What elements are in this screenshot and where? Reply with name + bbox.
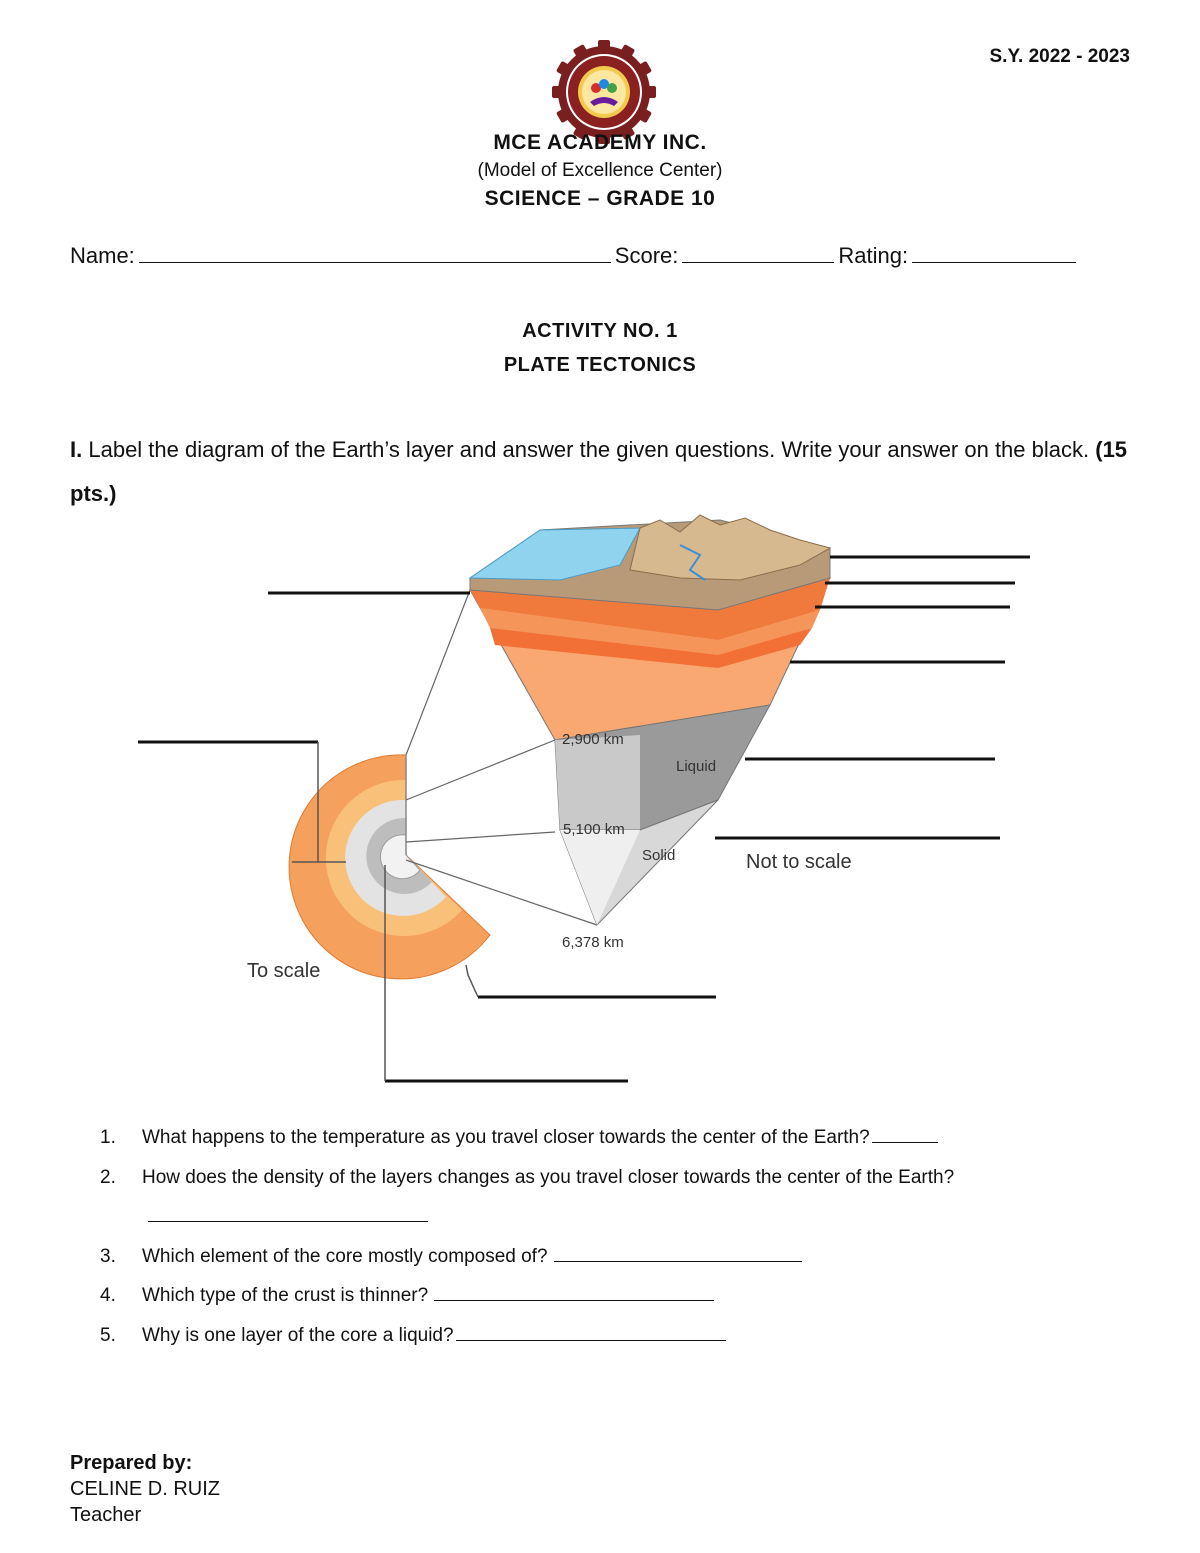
question-item: [100, 1276, 1140, 1316]
question-text: Which type of the crust is thinner?: [142, 1285, 429, 1306]
question-item: [100, 1118, 1140, 1158]
to-scale-label: To scale: [247, 960, 321, 982]
subject-title: SCIENCE – GRADE 10: [484, 187, 716, 210]
solid-label: Solid: [642, 847, 676, 864]
activity-number: ACTIVITY NO. 1: [522, 320, 678, 342]
school-year: S.Y. 2022 - 2023: [989, 46, 1130, 67]
question-item: [100, 1316, 1140, 1356]
question-item: [100, 1237, 1140, 1277]
question-number: 2.: [100, 1166, 116, 1188]
prepared-by-block: [70, 1450, 220, 1528]
question-item: [100, 1158, 1140, 1237]
depth-label-2900: 2,900 km: [562, 731, 624, 748]
name-label: Name:: [70, 243, 135, 268]
liquid-label: Liquid: [676, 758, 717, 775]
question-text: How does the density of the layers changes as you travel closer towards the center of the Earth?: [142, 1166, 955, 1188]
question-text: Which element of the core mostly composed of?: [142, 1245, 548, 1267]
school-name: MCE ACADEMY INC.: [493, 131, 707, 154]
student-info-line: [70, 243, 1130, 269]
depth-label-5100: 5,100 km: [563, 821, 625, 838]
question-number: 3.: [100, 1245, 116, 1267]
teacher-role: Teacher: [70, 1504, 142, 1526]
teacher-name: CELINE D. RUIZ: [70, 1478, 221, 1500]
name-field[interactable]: [139, 244, 611, 263]
question-text: Why is one layer of the core a liquid?: [142, 1324, 454, 1346]
answer-field-5[interactable]: [456, 1324, 726, 1341]
prepared-by-label: Prepared by:: [70, 1452, 193, 1474]
instruction: [70, 428, 1130, 516]
points-label: (15 pts.): [70, 437, 1128, 506]
answer-field-2[interactable]: [148, 1205, 428, 1222]
depth-label-6378: 6,378 km: [562, 934, 624, 951]
instruction-text: Label the diagram of the Earth’s layer and answer the given questions. Write your answer on the black.: [88, 437, 1090, 462]
question-text: What happens to the temperature as you travel closer towards the center of the Earth?: [142, 1127, 870, 1148]
answer-field-3[interactable]: [554, 1245, 802, 1262]
answer-field-1[interactable]: [872, 1126, 938, 1143]
questions-list: [100, 1118, 1140, 1355]
part-number: I.: [70, 437, 83, 462]
school-logo: [552, 40, 656, 144]
question-number: 4.: [100, 1285, 116, 1306]
to-scale-cross-section: [289, 755, 490, 979]
question-number: 1.: [100, 1127, 116, 1148]
rating-field[interactable]: [912, 244, 1076, 263]
score-label: Score:: [614, 243, 679, 268]
question-number: 5.: [100, 1324, 116, 1346]
not-to-scale-label: Not to scale: [746, 851, 852, 873]
activity-title: PLATE TECTONICS: [503, 354, 697, 376]
school-fullname: (Model of Excellence Center): [477, 160, 723, 181]
score-field[interactable]: [682, 244, 834, 263]
rating-label: Rating:: [838, 243, 909, 268]
answer-field-4[interactable]: [434, 1284, 714, 1301]
earth-layers-diagram: [0, 510, 1200, 1100]
